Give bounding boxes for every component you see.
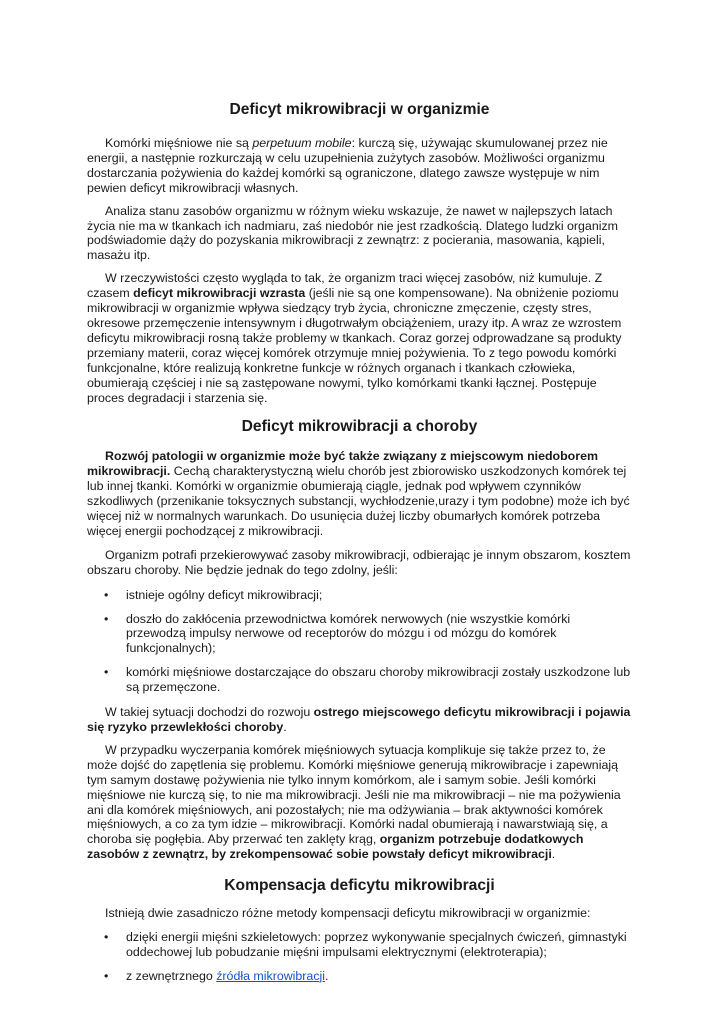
bullet-list [87, 588, 632, 695]
list-item: • istnieje ogólny deficyt mikrowibracji; [104, 587, 323, 602]
list-item: • komórki mięśniowe dostarczające do obszaru choroby mikrowibracji zostały uszkodzone lub są przemęczone. [104, 665, 631, 695]
paragraph: Komórki mięśniowe nie są perpetuum mobile: kurczą się, używając skumulowanej przez nie energii, a następnie rozkurczają w celu uzupełnienia zużytych zasobów. Możliwości organizmu dostarczania pożywienia do każdej komórki są ograniczone, dlatego zawsze występuje w nim pewien deficyt mikrowibracji własnych. [87, 136, 608, 195]
bullet-icon: • [104, 930, 109, 945]
list-item: • dzięki energii mięśni szkieletowych: poprzez wykonywanie specjalnych ćwiczeń, gimnastyki oddechowej lub pobudzanie mięśni impulsami elektrycznymi (elektroterapia); [104, 930, 627, 959]
bullet-icon: • [104, 587, 109, 602]
bullet-icon: • [104, 665, 109, 680]
heading-deficyt-a-choroby: Deficyt mikrowibracji a choroby [241, 418, 478, 436]
paragraph: Analiza stanu zasobów organizmu w różnym wieku wskazuje, że nawet w najlepszych latach życia nie ma w tkankach ich nadmiaru, zaś niedobór nie jest rzadkością. Dlatego ludzki organizm podświadomie dąży do pozyskania mikrowibracji z zewnątrz: z pocierania, masowania, kąpieli, masażu itp. [87, 203, 618, 263]
paragraph: Istnieją dwie zasadniczo różne metody kompensacji deficytu mikrowibracji w organizmie: [105, 906, 591, 921]
document-page [87, 0, 632, 984]
paragraph: Rozwój patologii w organizmie może być także związany z miejscowym niedoborem mikrowibracji. Cechą charakterystyczną wielu chorób jest zbiorowisko uszkodzonych komórek tej lub innej tkanki. Komórki w organizmie obumierają ciągle, jednak pod wpływem czynników szkodliwych (przenikanie toksycznych substancji, wychłodzenie,urazy i tym podobne) może ich być więcej niż w normalnych warunkach. Do usunięcia dużej liczby obumarłych komórek potrzeba więcej energii pochodzącej z mikrowibracji. [87, 449, 630, 538]
paragraph: W przypadku wyczerpania komórek mięśniowych sytuacja komplikuje się także przez to, że może dojść do zapętlenia się problemu. Komórki mięśniowe generują mikrowibracje i zapewniają tym samym dostawę pożywienia nie tylko innym komórkom, ale i samym sobie. Jeśli komórki mięśniowe nie kurczą się, to nie ma mikrowibracji. Jeśli nie ma mikrowibracji – nie ma pożywienia ani dla komórek mięśniowych, ani pozostałych; nie ma odżywiania – brak aktywności komórek mięśniowych, a co za tym idzie – mikrowibracji. Komórki nadal obumierają i nawarstwiają się, a choroba się pogłębia. Aby przerwać ten zaklęty krąg, organizm potrzebuje dodatkowych zasobów z zewnątrz, by zrekompensować sobie powstały deficyt mikrowibracji. [87, 742, 621, 862]
paragraph: W rzeczywistości często wygląda to tak, że organizm traci więcej zasobów, niż kumuluje. Z czasem deficyt mikrowibracji wzrasta (jeśli nie są one kompensowane). Na obniżenie poziomu mikrowibracji w organizmie wpływa siedzący tryb życia, chroniczne zmęczenie, częsty stres, okresowe przemęczenie intensywnym i długotrwałym obciążeniem, urazy itp. A wraz ze wzrostem deficytu mikrowibracji rosną także problemy w tkankach. Coraz gorzej odprowadzane są produkty przemiany materii, coraz więcej komórek otrzymuje mniej pożywienia. To z tego powodu komórki funkcjonalne, które realizują konkretne funkcje w różnych organach i tkankach człowieka, obumierają częściej i nie są zastępowane nowymi, tylko komórkami tkanki łącznej. Postępuje proces degradacji i starzenia się. [87, 271, 622, 405]
bullet-icon: • [104, 611, 109, 626]
list-item: • doszło do zakłócenia przewodnictwa komórek nerwowych (nie wszystkie komórki przewodzą impulsy nerwowe od receptorów do mózgu i od mózgu do komórek funkcjonalnych); [104, 611, 571, 656]
zrodla-mikrowibracji-link[interactable]: źródła mikrowibracji [216, 968, 326, 983]
heading-kompensacja: Kompensacja deficytu mikrowibracji [224, 877, 495, 895]
paragraph: Organizm potrafi przekierowywać zasoby mikrowibracji, odbierając je innym obszarom, kosztem obszaru choroby. Nie będzie jednak do tego zdolny, jeśli: [87, 547, 631, 577]
paragraph: W takiej sytuacji dochodzi do rozwoju ostrego miejscowego deficytu mikrowibracji i pojawia się ryzyko przewlekłości choroby. [87, 705, 631, 734]
heading-deficyt-mikrowibracji: Deficyt mikrowibracji w organizmie [229, 101, 490, 118]
bullet-icon: • [104, 968, 109, 983]
bullet-list [87, 930, 632, 984]
list-item: • z zewnętrznego źródła mikrowibracji. [104, 968, 329, 983]
